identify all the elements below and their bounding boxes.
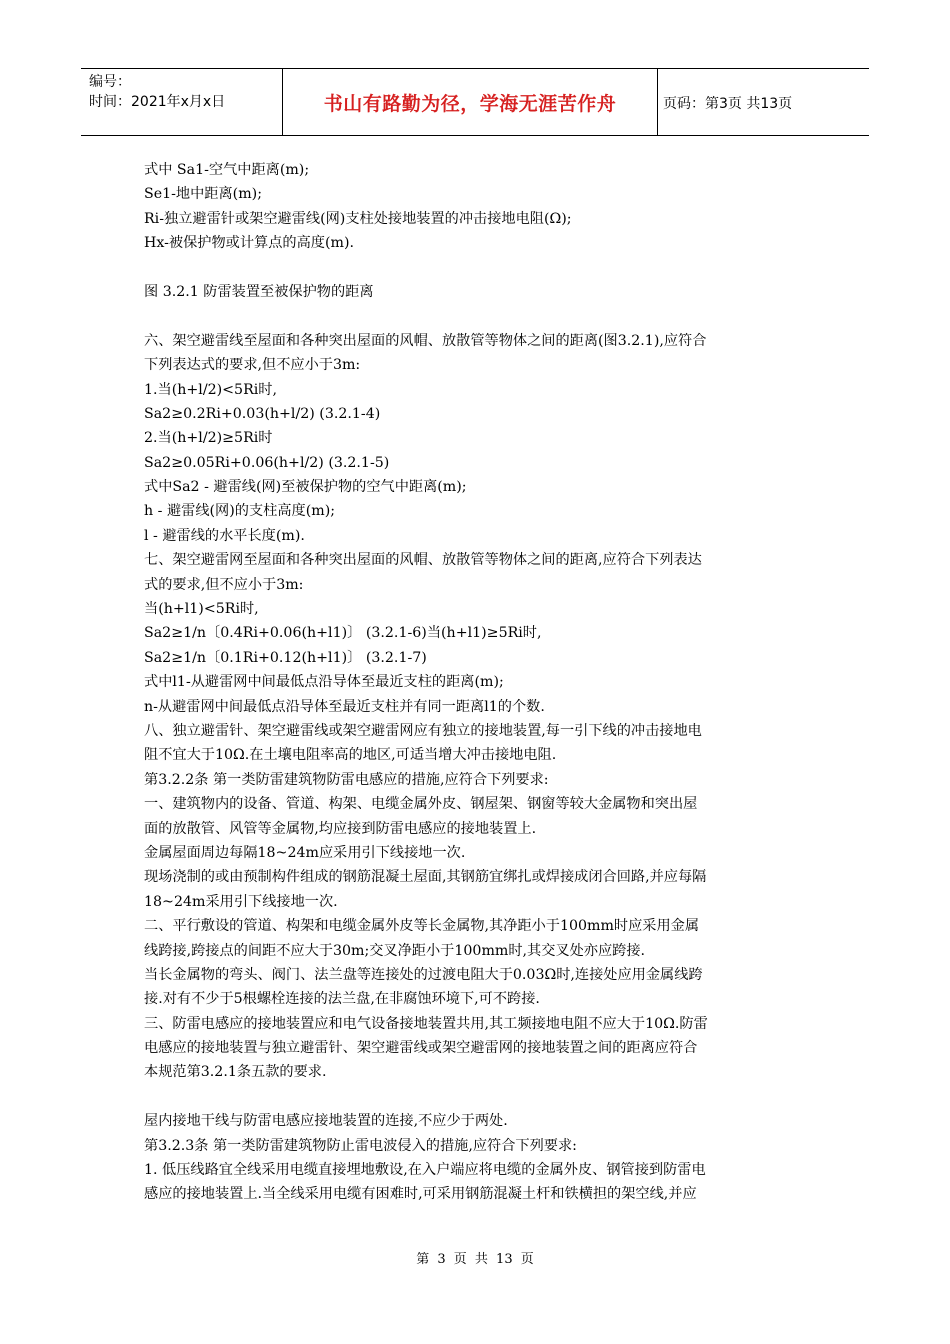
body-line: Hx-被保护物或计算点的高度(m). [144, 235, 355, 252]
body-line: 感应的接地装置上.当全线采用电缆有困难时,可采用钢筋混凝土杆和铁横担的架空线,并应 [144, 1186, 697, 1203]
page-footer: 第 3 页 共 13 页 [416, 1252, 534, 1267]
body-line: 1.当(h+l/2)<5Ri时, [144, 381, 277, 398]
body-line: 本规范第3.2.1条五款的要求. [144, 1064, 327, 1081]
body-line: h - 避雷线(网)的支柱高度(m); [144, 503, 336, 520]
header-page-info: 页码：第3页 共13页 [663, 96, 793, 112]
body-line: Sa2≥1/n〔0.1Ri+0.12(h+l1)〕 (3.2.1-7) [144, 649, 427, 666]
body-line: 当长金属物的弯头、阀门、法兰盘等连接处的过渡电阻大于0.03Ω时,连接处应用金属线跨 [144, 966, 703, 983]
body-line: 一、建筑物内的设备、管道、构架、电缆金属外皮、钢屋架、钢窗等较大金属物和突出屋 [144, 796, 698, 813]
body-line: 三、防雷电感应的接地装置应和电气设备接地装置共用,其工频接地电阻不应大于10Ω.防雷 [144, 1015, 708, 1032]
body-line: 图 3.2.1 防雷装置至被保护物的距离 [144, 283, 374, 300]
body-line: 金属屋面周边每隔18~24m应采用引下线接地一次. [144, 844, 466, 861]
header-meta [89, 72, 279, 112]
body-line: Sa2≥1/n〔0.4Ri+0.06(h+l1)〕 (3.2.1-6)当(h+l1)≥5Ri时, [144, 625, 542, 642]
body-line: Ri-独立避雷针或架空避雷线(网)支柱处接地装置的冲击接地电阻(Ω); [144, 210, 572, 227]
body-line: 1. 低压线路宜全线采用电缆直接埋地敷设,在入户端应将电缆的金属外皮、钢管接到防雷电 [144, 1162, 706, 1179]
header-divider [657, 69, 658, 135]
body-line: 电感应的接地装置与独立避雷针、架空避雷线或架空避雷网的接地装置之间的距离应符合 [144, 1040, 698, 1057]
body-line: 第3.2.3条 第一类防雷建筑物防止雷电波侵入的措施,应符合下列要求: [144, 1137, 577, 1154]
doc-number-label: 编号： [89, 74, 131, 90]
body-line: 线跨接,跨接点的间距不应大于30m;交叉净距小于100mm时,其交叉处亦应跨接. [144, 942, 646, 959]
blank-line [144, 256, 824, 280]
body-line: 现场浇制的或由预制构件组成的钢筋混凝土屋面,其钢筋宜绑扎或焊接成闭合回路,并应每隔 [144, 869, 707, 886]
body-line: l - 避雷线的水平长度(m). [144, 527, 305, 544]
document-header [81, 68, 869, 136]
body-line: 阻不宜大于10Ω.在土壤电阻率高的地区,可适当增大冲击接地电阻. [144, 747, 557, 764]
body-line: 八、独立避雷针、架空避雷线或架空避雷网应有独立的接地装置,每一引下线的冲击接地电 [144, 722, 702, 739]
body-line: 第3.2.2条 第一类防雷建筑物防雷电感应的措施,应符合下列要求: [144, 771, 549, 788]
body-line: 面的放散管、风管等金属物,均应接到防雷电感应的接地装置上. [144, 820, 537, 837]
body-line: 式中Sa2 - 避雷线(网)至被保护物的空气中距离(m); [144, 479, 467, 496]
body-line: 式中 Sa1-空气中距离(m); [144, 162, 310, 178]
blank-line [144, 304, 824, 328]
body-line: 接.对有不少于5根螺栓连接的法兰盘,在非腐蚀环境下,可不跨接. [144, 991, 540, 1008]
body-line: n-从避雷网中间最低点沿导体至最近支柱并有同一距离l1的个数. [144, 698, 545, 715]
body-line: 式中l1-从避雷网中间最低点沿导体至最近支柱的距离(m); [144, 674, 504, 691]
blank-line [144, 1085, 824, 1109]
body-line: 2.当(h+l/2)≥5Ri时 [144, 430, 273, 447]
body-line: 当(h+l1)<5Ri时, [144, 601, 259, 618]
body-line: Sa2≥0.2Ri+0.03(h+l/2) (3.2.1-4) [144, 405, 381, 422]
body-line: 式的要求,但不应小于3m: [144, 576, 304, 593]
body-line: 六、架空避雷线至屋面和各种突出屋面的风帽、放散管等物体之间的距离(图3.2.1),应符合 [144, 332, 707, 349]
body-line: Se1-地中距离(m); [144, 186, 262, 203]
body-line: 屋内接地干线与防雷电感应接地装置的连接,不应少于两处. [144, 1113, 508, 1130]
body-line: 七、架空避雷网至屋面和各种突出屋面的风帽、放散管等物体之间的距离,应符合下列表达 [144, 552, 702, 569]
body-line: 下列表达式的要求,但不应小于3m: [144, 357, 361, 374]
doc-time-label: 时间：2021年x月x日 [89, 94, 226, 110]
document-body [144, 158, 824, 1207]
body-line: Sa2≥0.05Ri+0.06(h+l/2) (3.2.1-5) [144, 454, 390, 471]
body-line: 二、平行敷设的管道、构架和电缆金属外皮等长金属物,其净距小于100mm时应采用金属 [144, 918, 700, 935]
body-line: 18~24m采用引下线接地一次. [144, 893, 338, 910]
header-motto: 书山有路勤为径，学海无涯苦作舟 [323, 93, 617, 115]
